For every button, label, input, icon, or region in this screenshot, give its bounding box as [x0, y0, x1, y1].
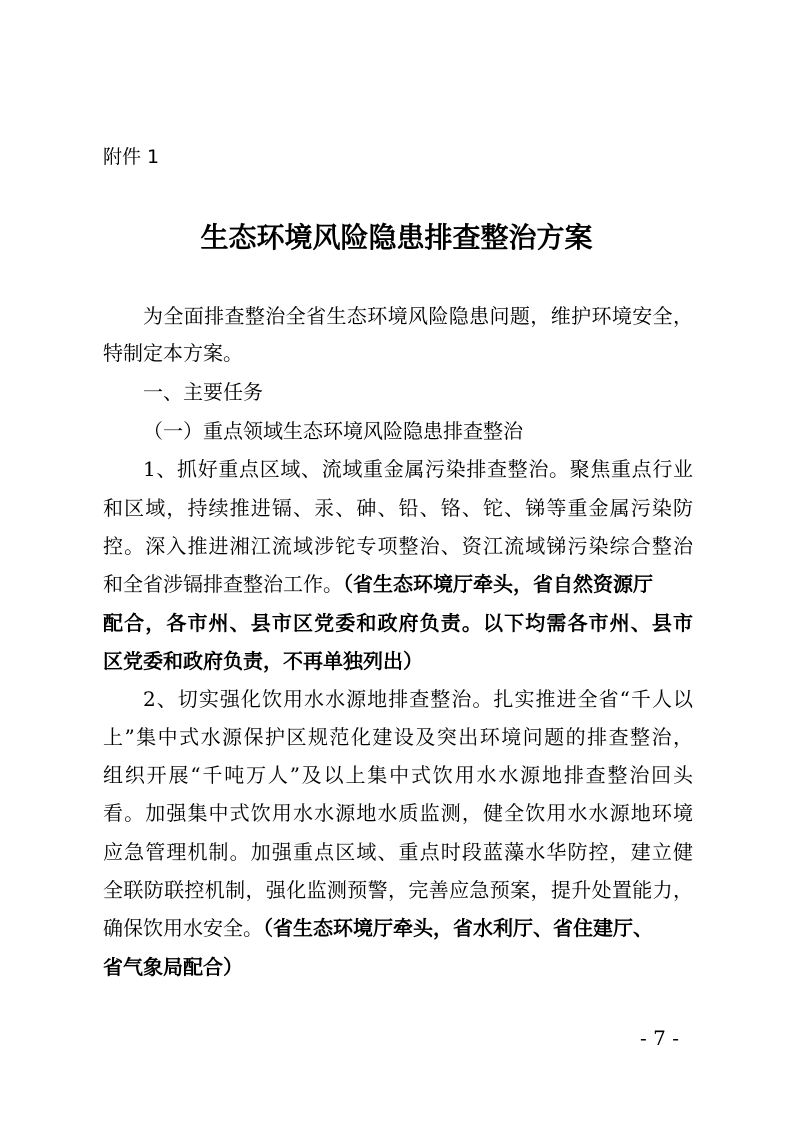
item2-line-7-normal: 确保饮用水安全。: [103, 916, 263, 940]
item2-line-5: 应急管理机制。加强重点区域、重点时段蓝藻水华防控，建立健: [103, 840, 693, 864]
item2-line-7-bold: （省生态环境厅牵头，省水利厅、省住建厅、: [263, 916, 653, 940]
item1-line-4: [103, 571, 653, 597]
section-heading: 一、主要任务: [143, 380, 263, 404]
page-number: - 7 -: [640, 1026, 679, 1050]
item2-line-1: 2、切实强化饮用水水源地排查整治。扎实推进全省“千人以: [143, 687, 693, 711]
item2-line-4: 看。加强集中式饮用水水源地水质监测，健全饮用水水源地环境: [103, 801, 693, 825]
item1-line-3: 控。深入推进湘江流域涉铊专项整治、资江流域锑污染综合整治: [103, 534, 693, 558]
item1-line-5: 配合，各市州、县市区党委和政府负责。以下均需各市州、县市: [103, 611, 693, 635]
item1-line-4-bold: （省生态环境厅牵头，省自然资源厅: [343, 572, 653, 596]
item2-line-6: 全联防联控机制，强化监测预警，完善应急预案，提升处置能力，: [103, 878, 693, 902]
item1-line-2: 和区域，持续推进镉、汞、砷、铅、铬、铊、锑等重金属污染防: [103, 496, 693, 520]
attachment-label: 附件 1: [103, 146, 160, 168]
item2-line-3: 组织开展“千吨万人”及以上集中式饮用水水源地排查整治回头: [103, 763, 693, 787]
intro-line-1: 为全面排查整治全省生态环境风险隐患问题，维护环境安全，: [143, 304, 693, 328]
subsection-heading: （一）重点领域生态环境风险隐患排查整治: [143, 419, 523, 443]
item1-line-6: 区党委和政府负责，不再单独列出）: [103, 649, 423, 673]
item1-line-1: 1、抓好重点区域、流域重金属污染排查整治。聚焦重点行业: [143, 457, 693, 481]
item2-line-2: 上”集中式水源保护区规范化建设及突出环境问题的排查整治，: [103, 725, 693, 749]
item2-line-8: 省气象局配合）: [103, 955, 243, 979]
intro-line-2: 特制定本方案。: [103, 341, 243, 365]
document-title: 生态环境风险隐患排查整治方案: [200, 221, 593, 254]
item1-line-4-normal: 和全省涉镉排查整治工作。: [103, 572, 343, 596]
item2-line-7: [103, 915, 653, 941]
